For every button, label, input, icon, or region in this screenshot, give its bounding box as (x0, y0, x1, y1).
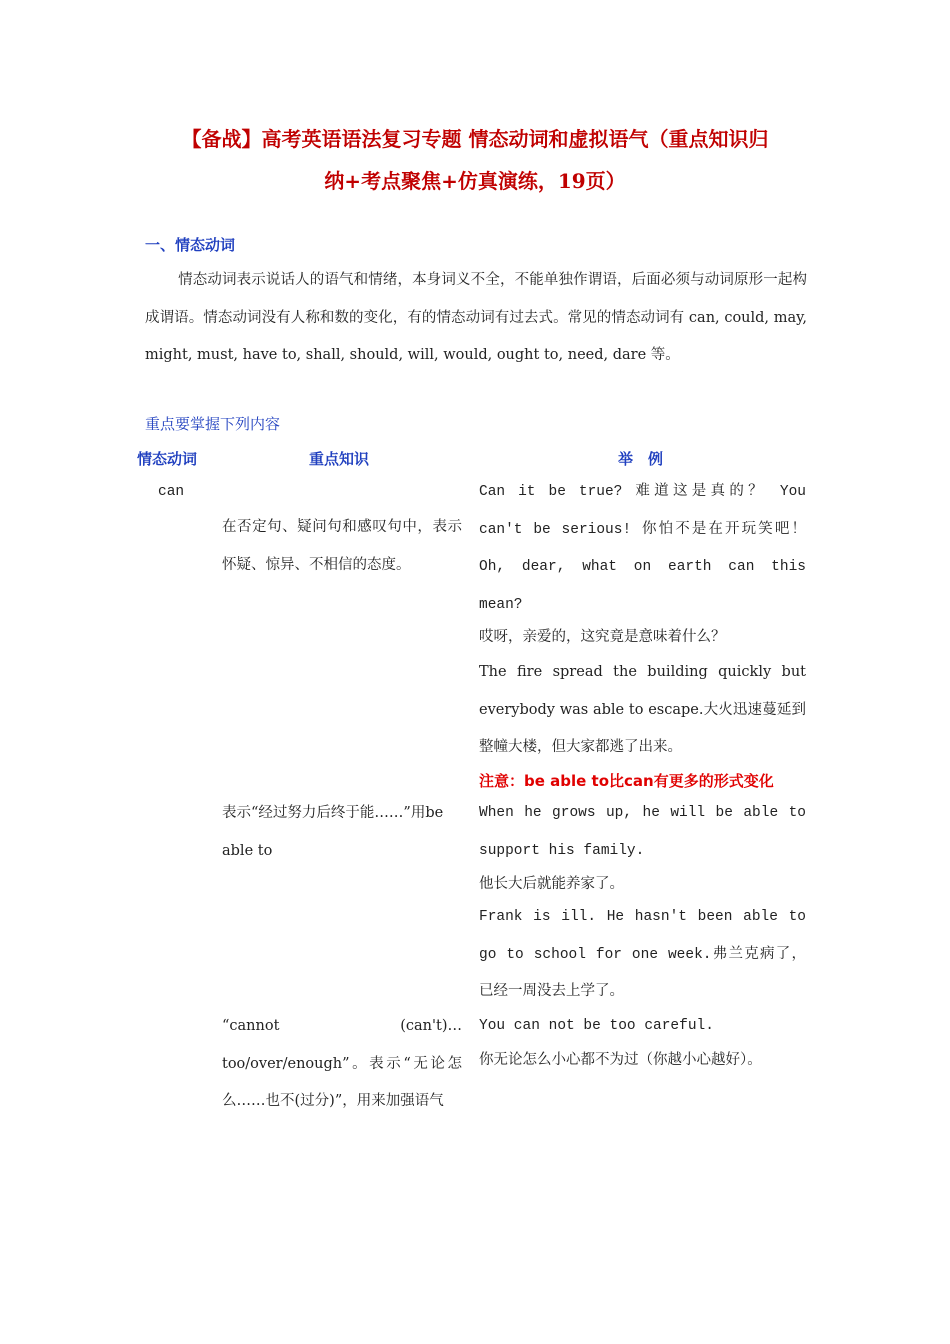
row3-knowledge: “cannot (can't)…too/over/enough”。表示“无论怎么……也不(过分)”，用来加强语气 (222, 1018, 462, 1109)
header-example: 举 例 (618, 450, 664, 468)
intro-text: 情态动词表示说话人的语气和情绪，本身词义不全，不能单独作谓语，后面必须与动词原形一起构成谓语。情态动词没有人称和数的变化，有的情态动词有过去式。常见的情态动词有 can, could, may, might, must, have to, shall, should, will, would, ought to, need, dare 等。 (145, 272, 807, 363)
row1-example-cn: 哎呀，亲爱的，这究竟是意味着什么？ (479, 629, 726, 645)
title-line-2: 纳+考点聚焦+仿真演练，19页） (324, 169, 626, 193)
section-heading: 一、情态动词 (145, 236, 236, 254)
verb-can: can (158, 484, 185, 500)
row3-example-cn: 你无论怎么小心都不为过（你越小心越好）。 (479, 1052, 762, 1068)
subheading: 重点要掌握下列内容 (145, 415, 281, 433)
row3-example-en: You can not be too careful. (479, 1018, 714, 1034)
document-title (118, 118, 832, 202)
row2-example-2-cn: 他长大后就能养家了。 (479, 876, 624, 892)
row2-example-3: Frank is ill. He hasn't been able to go to school for one week.弗兰克病了，已经一周没去上学了。 (479, 909, 806, 1000)
row2-knowledge: 表示“经过努力后终于能……”用be able to (222, 805, 444, 859)
row1-knowledge: 在否定句、疑问句和感叹句中，表示怀疑、惊异、不相信的态度。 (222, 519, 462, 573)
row2-note: 注意：be able to比can有更多的形式变化 (479, 772, 774, 790)
row2-example-1: The fire spread the building quickly but everybody was able to escape.大火迅速蔓延到整幢大楼，但大家都逃了出来。 (479, 664, 806, 755)
intro-paragraph (145, 262, 807, 375)
row1-example-en: Can it be true? 难道这是真的？ You can't be serious! 你怕不是在开玩笑吧！Oh, dear, what on earth can this mean? (479, 484, 806, 613)
row2-example-2-en: When he grows up, he will be able to support his family. (479, 805, 806, 859)
title-line-1: 【备战】高考英语语法复习专题 情态动词和虚拟语气（重点知识归 (181, 127, 769, 151)
header-knowledge: 重点知识 (309, 450, 370, 468)
header-verb: 情态动词 (137, 450, 198, 468)
